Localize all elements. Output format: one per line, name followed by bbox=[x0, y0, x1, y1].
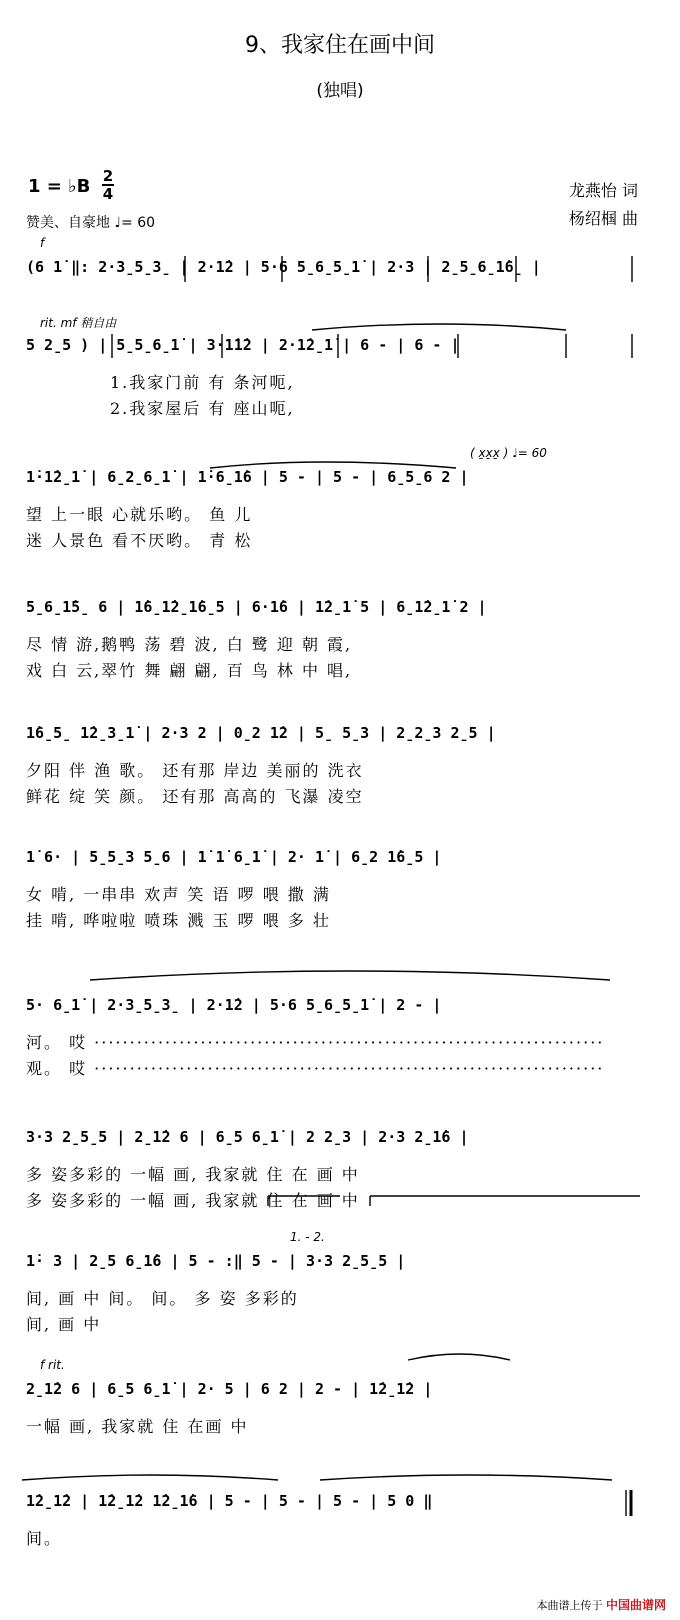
lyric-line: 多 姿多彩的 一幅 画, 我家就 住 在 画 中 bbox=[26, 1191, 360, 1210]
notation-line: 1̇2̱1̇2 | 1̇2̱1̇2 1̇2̱1̇6 | 5 - | 5 - | 5 - | 5 0 ‖ bbox=[26, 1492, 433, 1510]
meter-bottom: 4 bbox=[102, 185, 114, 203]
lyric-line: 1.我家门前 有 条河呃, bbox=[110, 373, 295, 392]
notation-line: 1̇ 6· | 5̱5̱3 5̱6 | 1̇ 1̇ 6̱1̇ | 2· 1̇ | 6̱2 1̇6̱5 | bbox=[26, 848, 442, 866]
time-signature bbox=[102, 168, 114, 202]
dynamic-mark: ( x̱x̱x̱ ) ♩= 60 bbox=[470, 446, 547, 460]
page-title: 9、我家住在画中间 bbox=[245, 33, 435, 58]
dynamic-mark: 1. - 2. bbox=[290, 1230, 325, 1244]
lyric-line: 挂 啃, 哗啦啦 喷珠 溅 玉 啰 喂 多 壮 bbox=[26, 911, 331, 930]
dynamic-mark: f rit. bbox=[40, 1358, 65, 1372]
key-signature: 1 = ♭B bbox=[28, 176, 91, 197]
lyric-line: 间, 画 中 间。 间。 多 姿 多彩的 bbox=[26, 1289, 299, 1308]
lyric-line: 女 啃, 一串串 欢声 笑 语 啰 喂 撒 满 bbox=[26, 885, 331, 904]
notation-line: 5· 6̱1̇ | 2·3̱5̱3̱ | 2·1̇2 | 5·6 5̱6̱5̱1̇ | 2 - | bbox=[26, 996, 442, 1014]
notation-line: 5 2̱5 ) | 5̱5̱6̱1̇ | 3·1̇1̇2 | 2·1̇2̱1̇ | 6 - | 6 - | bbox=[26, 336, 460, 354]
lyric-line: 观。 哎 ········································································ bbox=[26, 1059, 605, 1078]
lyric-line: 河。 哎 ········································································ bbox=[26, 1033, 605, 1052]
dynamic-mark: f bbox=[40, 236, 45, 250]
lyric-line: 迷 人景色 看不厌哟。 青 松 bbox=[26, 531, 253, 550]
footer bbox=[536, 1596, 666, 1613]
lyric-line: 尽 情 游,鹅鸭 荡 碧 波, 白 鹭 迎 朝 霞, bbox=[26, 635, 353, 654]
notation-line: 2̱1̇2 6 | 6̱5 6̱1̇ | 2· 5 | 6 2 | 2 - | 1̇2̱1̇2 | bbox=[26, 1380, 433, 1398]
lyricist: 龙燕怡 词 bbox=[568, 181, 638, 200]
page-subtitle: (独唱) bbox=[316, 81, 364, 101]
notation-line: (6 1̇ ‖: 2·3̱5̱3̱ | 2·1̇2 | 5·6 5̱6̱5̱1̇ | 2·3 | 2̱5̱6̱1̇6̱ | bbox=[26, 258, 541, 276]
notation-line: 3·3 2̱5̱5 | 2̱1̇2 6 | 6̱5 6̱1̇ | 2 2̱3 | 2·3 2̱1̇6 | bbox=[26, 1128, 469, 1146]
composer: 杨绍椢 曲 bbox=[568, 209, 638, 228]
footer-brand: 中国曲谱网 bbox=[605, 1598, 666, 1612]
footer-text: 本曲谱上传于 bbox=[536, 1599, 603, 1612]
notation-line: 5̱6̱1̇5̱ 6 | 1̇6̱1̇2̱1̇6̱5 | 6·1̇6 | 1̇2̱1̇ 5 | 6̱1̇2̱1̇ 2 | bbox=[26, 598, 487, 616]
notation-line: 1̇· 3 | 2̱5 6̱1̇6 | 5 - :‖ 5 - | 3·3 2̱5̱5 | bbox=[26, 1252, 406, 1270]
lyric-line: 一幅 画, 我家就 住 在画 中 bbox=[26, 1417, 249, 1436]
lyric-line: 夕阳 伴 渔 歌。 还有那 岸边 美丽的 洗衣 bbox=[26, 761, 364, 780]
notation-line: 1̇6̱5̱ 1̇2̱3̱1̇ | 2·3 2 | 0̱2 1̇2 | 5̱ 5̱3 | 2̱2̱3 2̱5 | bbox=[26, 724, 496, 742]
lyric-line: 间。 bbox=[26, 1529, 63, 1548]
lyric-line: 2.我家屋后 有 座山呃, bbox=[110, 399, 295, 418]
lyric-line: 鲜花 绽 笑 颜。 还有那 高高的 飞瀑 凌空 bbox=[26, 787, 364, 806]
expression-mark: 赞美、自豪地 ♩= 60 bbox=[26, 215, 156, 231]
dynamic-mark: rit. mf 稍自由 bbox=[40, 316, 117, 330]
notation-line: 1̇·1̇2̱1̇ | 6̱2̱6̱1̇ | 1̇·6̱1̇6 | 5 - | 5 - | 6̱5̱6 2 | bbox=[26, 468, 469, 486]
lyric-line: 多 姿多彩的 一幅 画, 我家就 住 在 画 中 bbox=[26, 1165, 360, 1184]
lyric-line: 戏 白 云,翠竹 舞 翩 翩, 百 鸟 林 中 唱, bbox=[26, 661, 353, 680]
lyric-line: 望 上一眼 心就乐哟。 鱼 儿 bbox=[26, 505, 253, 524]
meter-top: 2 bbox=[102, 167, 114, 185]
lyric-line: 间, 画 中 bbox=[26, 1315, 102, 1334]
